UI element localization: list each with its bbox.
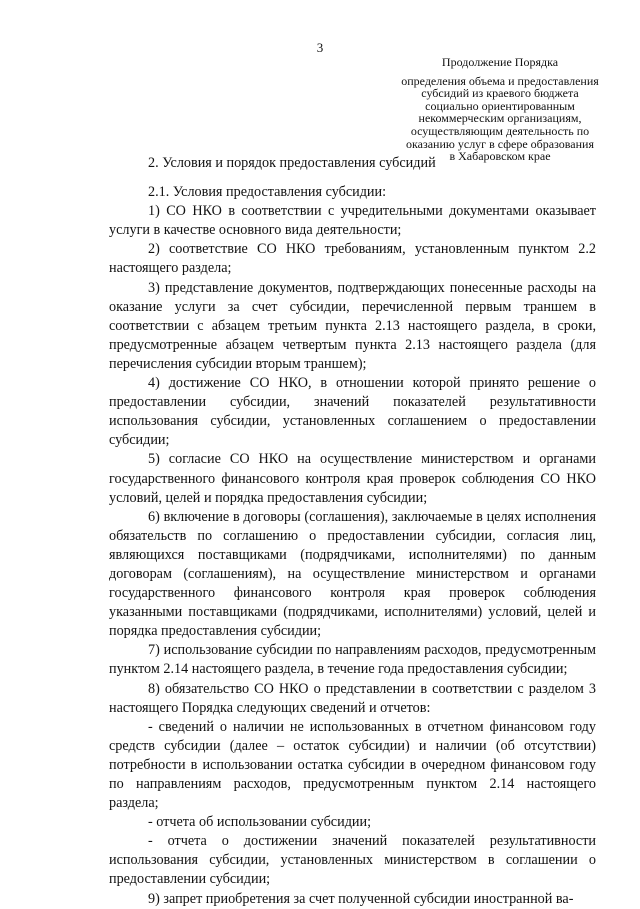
paragraph: 8) обязательство СО НКО о представлении в соответствии с разделом 3 настоящего Порядка следующих сведений и отчетов: [109, 680, 596, 716]
paragraph: - отчета о достижении значений показателей результативности использования субсидии, установленных министерством в соглашении о предоставлении субсидии; [109, 833, 596, 888]
paragraph: 3) представление документов, подтверждающих понесенные расходы на оказание услуги за счет субсидии, перечисленной первым траншем в соответствии с абзацем третьим пункта 2.13 настоящего раздела, в сроки, предусмотренные абзацем четвертым пункта 2.13 настоящего раздела (для перечисления субсидии вторым траншем); [109, 279, 596, 372]
subsection-title: 2.1. Условия предоставления субсидии: [148, 184, 387, 201]
paragraph: 4) достижение СО НКО, в отношении которой принято решение о предоставлении субсидии, значений показателей результативности использования субсидии, установленных соглашением о предоставлении субсидии; [109, 375, 596, 449]
section-title: 2. Условия и порядок предоставления субсидий [148, 155, 436, 171]
header-line: определения объема и предоставления [401, 73, 599, 88]
paragraph: 6) включение в договоры (соглашения), заключаемые в целях исполнения обязательств по соглашению о предоставлении субсидии, согласия лиц, являющихся поставщиками (подрядчиками, исполнителями) по данным договорам (соглашениям), на осуществление министерством и органами государственного финансового контроля края проверок соблюдения указанными поставщиками (подрядчиками, исполнителями) условий, целей и порядка предоставления субсидии; [109, 508, 596, 640]
paragraph: - отчета об использовании субсидии; [148, 814, 372, 831]
paragraph: 7) использование субсидии по направлениям расходов, предусмотренным пунктом 2.14 настоящего раздела, в течение года предоставления субсидии; [109, 642, 596, 678]
header-line: субсидий из краевого бюджета [421, 86, 579, 101]
paragraph: - сведений о наличии не использованных в отчетном финансовом году средств субсидии (далее – остаток субсидии) и наличии (об отсутствии) потребности в использовании остатка субсидии в очередном финансовом году по направлениям расходов, предусмотренным пунктом 2.14 настоящего раздела; [109, 718, 596, 812]
header-line: оказанию услуг в сфере образования [406, 136, 594, 151]
paragraph: 2) соответствие СО НКО требованиям, установленным пунктом 2.2 настоящего раздела; [109, 241, 596, 277]
header-continuation: Продолжение Порядка [441, 55, 559, 69]
paragraph: 1) СО НКО в соответствии с учредительными документами оказывает услуги в качестве основного вида деятельности; [109, 203, 596, 239]
paragraph: 5) согласие СО НКО на осуществление министерством и органами государственного финансового контроля края проверок соблюдения СО НКО условий, целей и порядка предоставления субсидии; [109, 451, 596, 506]
header-block [390, 56, 610, 163]
document-body [109, 154, 596, 909]
header-line: в Хабаровском крае [449, 149, 551, 164]
paragraph: 9) запрет приобретения за счет полученной субсидии иностранной ва- [148, 890, 574, 907]
header-line: социально ориентированным [425, 98, 575, 113]
header-line: некоммерческим организациям, [418, 111, 582, 126]
header-line: осуществляющим деятельность по [410, 123, 590, 138]
page-number: 3 [316, 40, 324, 55]
